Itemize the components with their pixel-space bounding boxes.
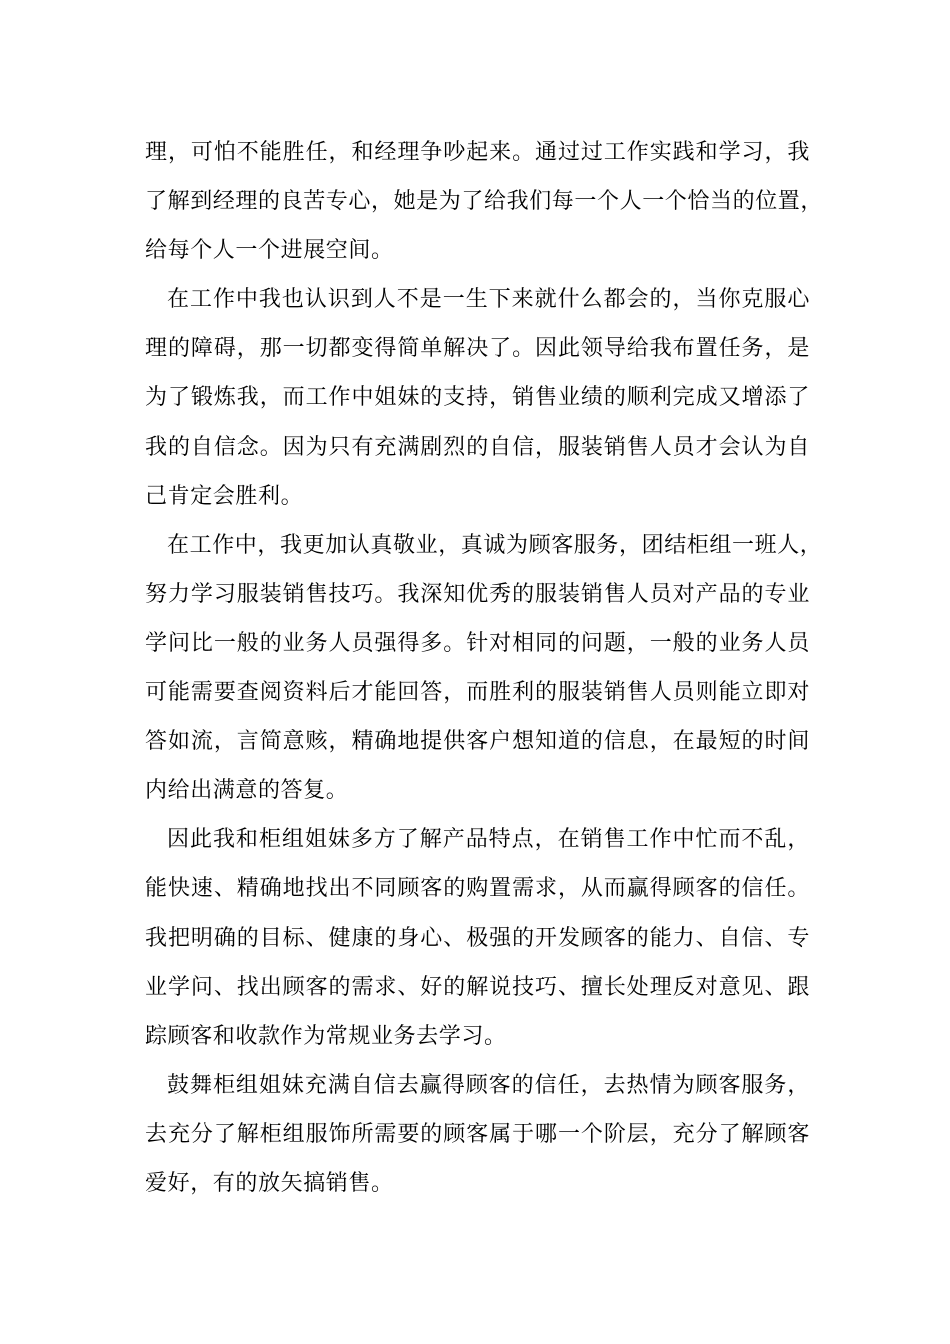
body-text [145,128,824,1208]
text-line: 可能需要查阅资料后才能回答，而胜利的服装销售人员则能立即对 [145,680,810,706]
text-line: 给每个人一个进展空间。 [145,238,394,264]
text-line: 理的障碍，那一切都变得简单解决了。因此领导给我布置任务，是 [145,336,810,362]
text-line: 能快速、精确地找出不同顾客的购置需求，从而赢得顾客的信任。 [145,876,810,902]
text-line: 踪顾客和收款作为常规业务去学习。 [145,1023,507,1049]
text-line: 在工作中我也认识到人不是一生下来就什么都会的，当你克服心 [167,287,810,313]
text-line: 业学问、找出顾客的需求、好的解说技巧、擅长处理反对意见、跟 [145,974,810,1000]
text-line: 内给出满意的答复。 [145,778,349,804]
text-line: 理，可怕不能胜任，和经理争吵起来。通过过工作实践和学习，我 [145,140,810,165]
text-line: 己肯定会胜利。 [145,483,304,509]
text-line: 我的自信念。因为只有充满剧烈的自信，服装销售人员才会认为自 [145,434,810,460]
text-line: 答如流，言简意赅，精确地提供客户想知道的信息，在最短的时间 [145,729,810,755]
text-line: 努力学习服装销售技巧。我深知优秀的服装销售人员对产品的专业 [145,581,810,607]
text-line: 了解到经理的良苦专心，她是为了给我们每一个人一个恰当的位置， [145,189,824,215]
text-line: 我把明确的目标、健康的身心、极强的开发顾客的能力、自信、专 [145,925,810,951]
text-line: 学问比一般的业务人员强得多。针对相同的问题，一般的业务人员 [145,630,810,656]
text-line: 鼓舞柜组姐妹充满自信去赢得顾客的信任，去热情为顾客服务， [167,1072,810,1098]
text-line: 为了锻炼我，而工作中姐妹的支持，销售业绩的顺利完成又增添了 [145,385,810,411]
text-line: 在工作中，我更加认真敬业，真诚为顾客服务，团结柜组一班人， [167,532,823,558]
text-line: 爱好，有的放矢搞销售。 [145,1170,394,1196]
text-line: 去充分了解柜组服饰所需要的顾客属于哪一个阶层，充分了解顾客 [145,1121,810,1147]
text-line: 因此我和柜组姐妹多方了解产品特点，在销售工作中忙而不乱， [167,827,810,853]
